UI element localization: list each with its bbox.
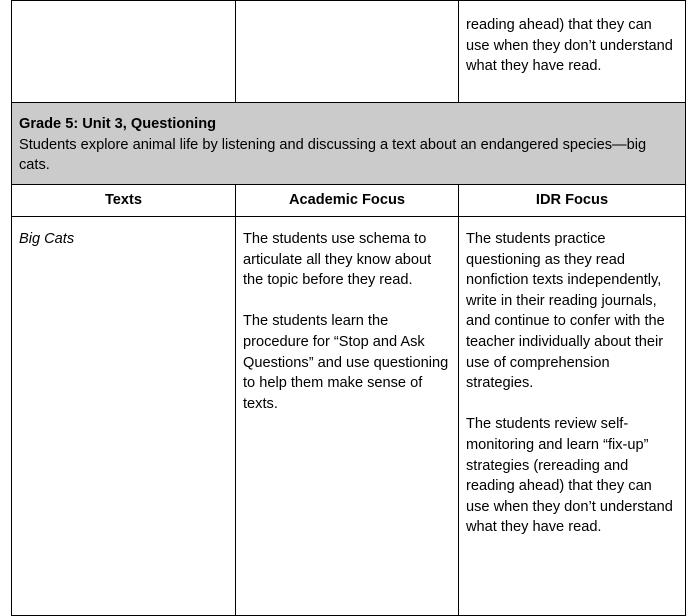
idr-focus-paragraph: The students review self-monitoring and learn “fix-up” strategies (rereading and reading ahead) that they can use when they don’t understand what they have read. bbox=[466, 416, 673, 536]
header-academic-focus: Academic Focus bbox=[236, 185, 459, 217]
continued-idr-cell bbox=[459, 1, 686, 103]
column-header-row bbox=[12, 185, 686, 217]
continued-texts-cell bbox=[12, 1, 236, 103]
text-title: Big Cats bbox=[19, 231, 75, 247]
academic-focus-paragraph: The students use schema to articulate all they know about the topic before they read. bbox=[243, 231, 432, 289]
academic-focus-cell bbox=[236, 217, 459, 616]
idr-focus-paragraph: The students practice questioning as they read nonfiction texts independently, write in their reading journals, and continue to confer with the teacher individually about their use of comprehension strategies. bbox=[466, 231, 665, 392]
curriculum-table bbox=[11, 0, 686, 616]
body-row bbox=[12, 217, 686, 616]
unit-title: Grade 5: Unit 3, Questioning bbox=[19, 116, 217, 132]
header-texts: Texts bbox=[12, 185, 236, 217]
continued-idr-text: reading ahead) that they can use when they don’t understand what they have read. bbox=[466, 17, 673, 75]
unit-header-row bbox=[12, 103, 686, 185]
idr-focus-cell bbox=[459, 217, 686, 616]
continued-row bbox=[12, 1, 686, 103]
unit-description: Students explore animal life by listening and discussing a text about an endangered species—big cats. bbox=[19, 136, 647, 174]
texts-cell bbox=[12, 217, 236, 616]
unit-header-cell bbox=[12, 103, 686, 185]
continued-academic-cell bbox=[236, 1, 459, 103]
header-idr-focus: IDR Focus bbox=[459, 185, 686, 217]
academic-focus-paragraph: The students learn the procedure for “Stop and Ask Questions” and use questioning to help them make sense of texts. bbox=[243, 313, 449, 412]
